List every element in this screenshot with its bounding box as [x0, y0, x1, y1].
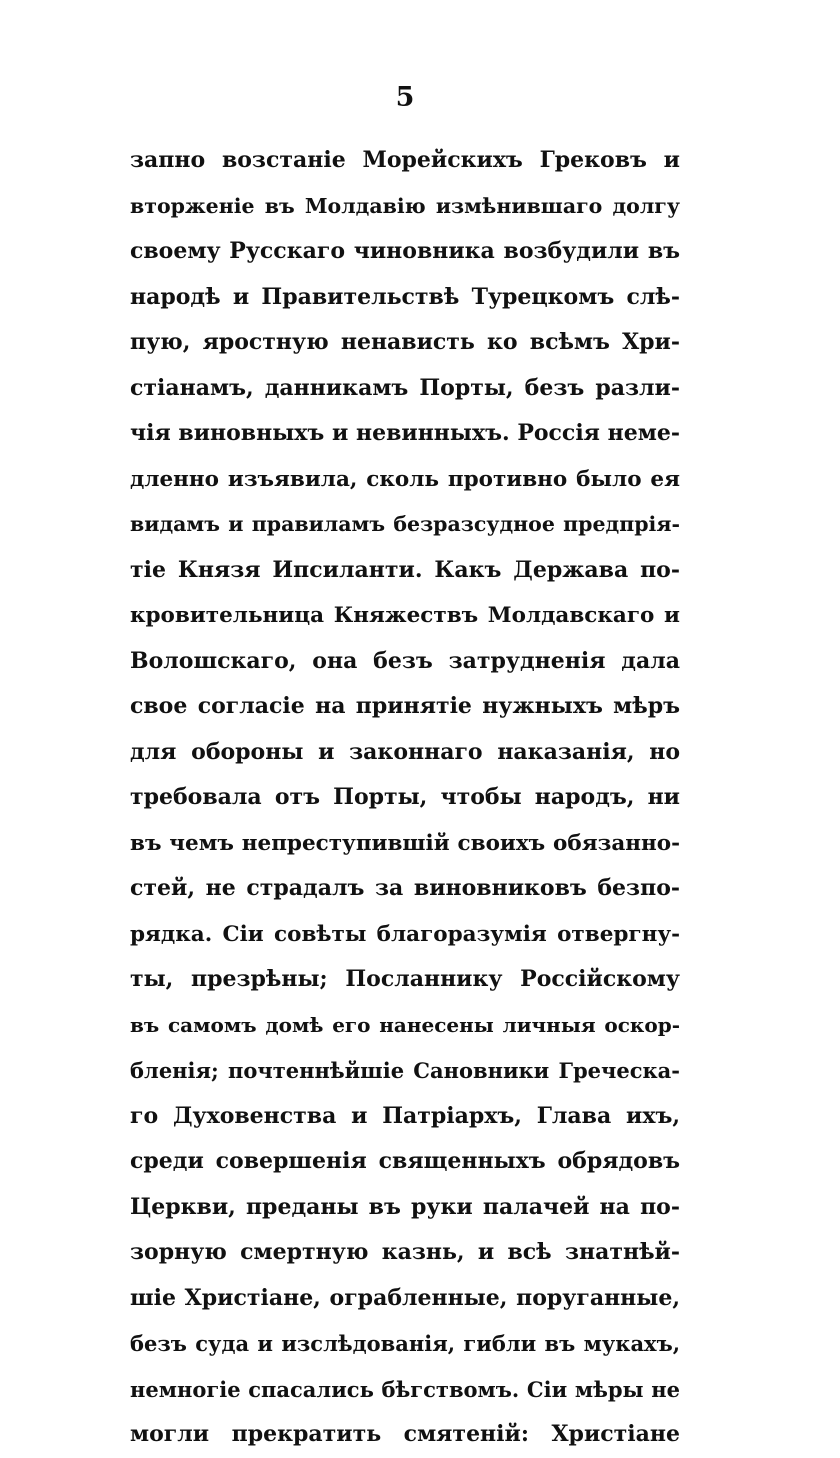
text-line: немногiе спасались бѣгствомъ. Сiи мѣры не: [130, 1376, 680, 1402]
text-line: безъ суда и изслѣдованiя, гибли въ мукахъ,: [130, 1331, 680, 1356]
text-line: запно возстанie Морейскихъ Грековъ и: [130, 147, 680, 173]
text-line: ты, презрѣны; Посланнику Россiйскому: [130, 966, 680, 992]
text-line: видамъ и правиламъ безразсудное предпрiя-: [130, 512, 680, 536]
text-line: тiе Князя Ипсиланти. Какъ Держава по-: [130, 556, 680, 583]
text-line: чiя виновныхъ и невинныхъ. Россiя неме-: [130, 420, 680, 446]
text-line: могли прекратить смятенiй: Христiане: [130, 1421, 680, 1447]
text-line: дленно изъявила, сколь противно было ея: [130, 466, 680, 492]
text-line: кровительница Княжествъ Молдавскаго и: [130, 603, 680, 628]
body-text: [130, 138, 680, 1458]
text-line: го Духовенства и Патрiархъ, Глава ихъ,: [130, 1102, 680, 1129]
text-line: вторженie въ Молдавiю измѣнившаго долгу: [130, 193, 680, 218]
text-line: стiанамъ, данникамъ Порты, безъ разли-: [130, 374, 680, 401]
text-line: Церкви, преданы въ руки палачей на по-: [130, 1193, 680, 1220]
text-line: зорную смертную казнь, и всѣ знатнѣй-: [130, 1239, 680, 1265]
text-line: Волошскаго, она безъ затрудненiя дала: [130, 647, 680, 674]
text-line: стей, не страдалъ за виновниковъ безпо-: [130, 875, 680, 901]
text-line: шiе Христiане, ограбленные, поруганные,: [130, 1284, 680, 1311]
text-line: бленiя; почтеннѣйшiе Сановники Греческа-: [130, 1058, 680, 1083]
page-number: 5: [395, 82, 415, 113]
text-line: для обороны и законнаго наказанiя, но: [130, 738, 680, 765]
text-line: требовала отъ Порты, чтобы народъ, ни: [130, 784, 680, 810]
text-line: пую, яростную ненависть ко всѣмъ Хри-: [130, 329, 680, 355]
text-line: свое согласie на принятiе нужныхъ мѣръ: [130, 693, 680, 719]
text-line: рядка. Сiи совѣты благоразумiя отвергну-: [130, 921, 680, 947]
text-line: въ самомъ домѣ его нанесены личныя оскор-: [130, 1012, 680, 1037]
text-line: своему Русскаго чиновника возбудили въ: [130, 238, 680, 264]
text-line: народѣ и Правительствѣ Турецкомъ слѣ-: [130, 283, 680, 310]
text-line: среди совершенiя священныхъ обрядовъ: [130, 1148, 680, 1174]
text-line: въ чемъ непреступившiй своихъ обязанно-: [130, 830, 680, 856]
